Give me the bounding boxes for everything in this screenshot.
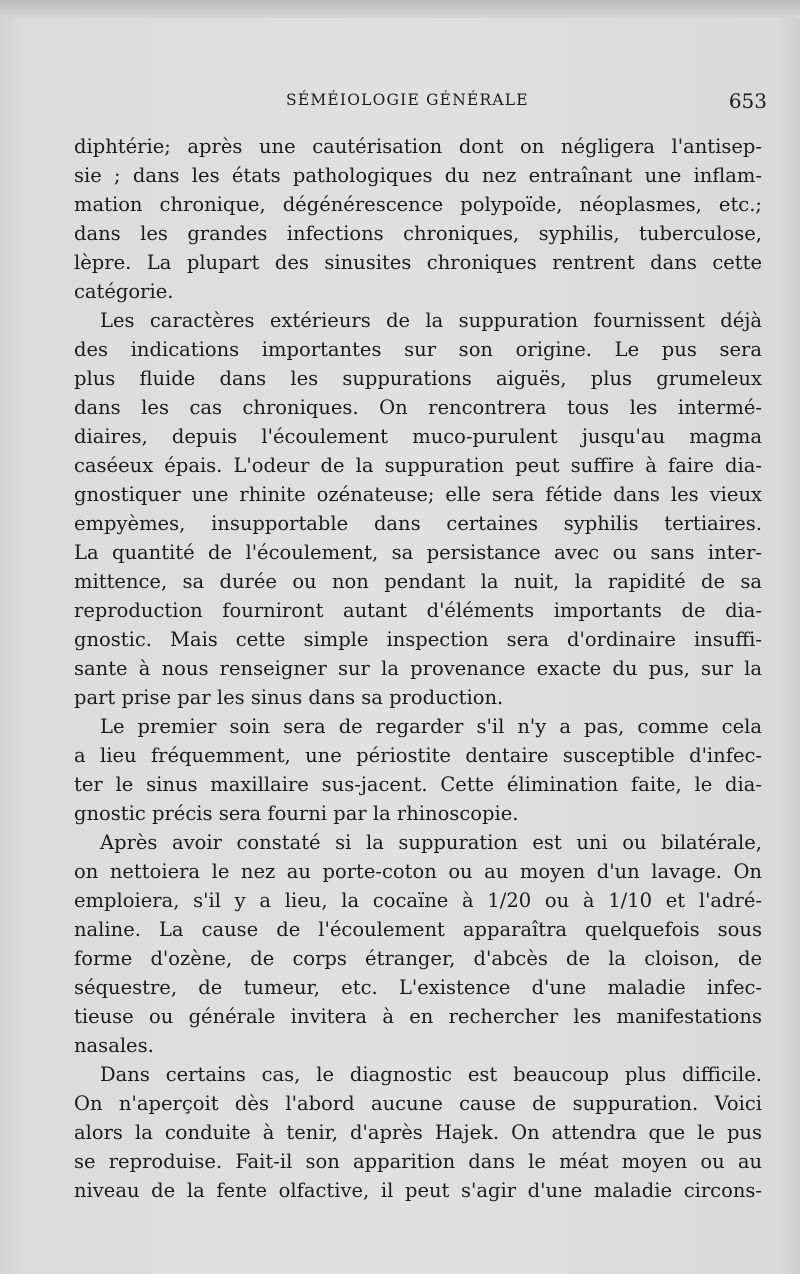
page-number: 653	[728, 89, 767, 113]
page-top-shadow	[0, 0, 800, 18]
text-line: caséeux épais. L'odeur de la suppuration peut suffire à faire dia-	[74, 454, 762, 477]
page-header	[74, 88, 767, 116]
text-line: Après avoir constaté si la suppuration est uni ou bilatérale,	[100, 831, 762, 854]
text-line: Dans certains cas, le diagnostic est beaucoup plus difficile.	[100, 1063, 762, 1086]
text-line: mation chronique, dégénérescence polypoïde, néoplasmes, etc.;	[74, 193, 762, 216]
text-line: se reproduise. Fait-il son apparition dans le méat moyen ou au	[74, 1150, 762, 1173]
text-line: Les caractères extérieurs de la suppuration fournissent déjà	[100, 309, 762, 332]
text-line: empyèmes, insupportable dans certaines syphilis tertiaires.	[74, 512, 762, 535]
text-line: alors la conduite à tenir, d'après Hajek. On attendra que le pus	[74, 1121, 762, 1144]
text-line: diaires, depuis l'écoulement muco-purulent jusqu'au magma	[74, 425, 762, 448]
text-line: gnostic. Mais cette simple inspection sera d'ordinaire insuffi-	[74, 628, 762, 651]
text-line: niveau de la fente olfactive, il peut s'agir d'une maladie circons-	[74, 1179, 762, 1202]
text-line: Le premier soin sera de regarder s'il n'y a pas, comme cela	[100, 715, 762, 738]
running-title: SÉMÉIOLOGIE GÉNÉRALE	[286, 91, 529, 109]
paragraph	[74, 712, 762, 828]
text-line: on nettoiera le nez au porte-coton ou au moyen d'un lavage. On	[74, 860, 762, 883]
text-line: lèpre. La plupart des sinusites chroniques rentrent dans cette	[74, 251, 762, 274]
paragraph	[74, 1060, 762, 1205]
text-line: diphtérie; après une cautérisation dont on négligera l'antisep-	[74, 135, 762, 158]
text-line: a lieu fréquemment, une périostite dentaire susceptible d'infec-	[74, 744, 762, 767]
text-line: tieuse ou générale invitera à en rechercher les manifestations	[74, 1005, 762, 1028]
text-line: emploiera, s'il y a lieu, la cocaïne à 1/20 ou à 1/10 et l'adré-	[74, 889, 762, 912]
text-line: reproduction fourniront autant d'éléments importants de dia-	[74, 599, 762, 622]
text-line: sante à nous renseigner sur la provenance exacte du pus, sur la	[74, 657, 762, 680]
text-line: catégorie.	[74, 280, 174, 303]
text-line: gnostiquer une rhinite ozénateuse; elle sera fétide dans les vieux	[74, 483, 762, 506]
text-line: dans les grandes infections chroniques, syphilis, tuberculose,	[74, 222, 762, 245]
text-line: des indications importantes sur son origine. Le pus sera	[74, 338, 762, 361]
body-text	[74, 132, 762, 1205]
text-line: sie ; dans les états pathologiques du nez entraînant une inflam-	[74, 164, 762, 187]
text-line: séquestre, de tumeur, etc. L'existence d'une maladie infec-	[74, 976, 762, 999]
text-line: forme d'ozène, de corps étranger, d'abcès de la cloison, de	[74, 947, 762, 970]
text-line: plus fluide dans les suppurations aiguës, plus grumeleux	[74, 367, 762, 390]
text-line: ter le sinus maxillaire sus-jacent. Cette élimination faite, le dia-	[74, 773, 762, 796]
text-line: gnostic précis sera fourni par la rhinoscopie.	[74, 802, 519, 825]
text-line: On n'aperçoit dès l'abord aucune cause de suppuration. Voici	[74, 1092, 762, 1115]
paragraph	[74, 828, 762, 1060]
text-line: dans les cas chroniques. On rencontrera tous les intermé-	[74, 396, 762, 419]
text-line: naline. La cause de l'écoulement apparaîtra quelquefois sous	[74, 918, 762, 941]
paragraph	[74, 306, 762, 712]
text-line: part prise par les sinus dans sa production.	[74, 686, 504, 709]
text-line: mittence, sa durée ou non pendant la nuit, la rapidité de sa	[74, 570, 762, 593]
text-line: nasales.	[74, 1034, 154, 1057]
paragraph	[74, 132, 762, 306]
text-line: La quantité de l'écoulement, sa persistance avec ou sans inter-	[74, 541, 762, 564]
